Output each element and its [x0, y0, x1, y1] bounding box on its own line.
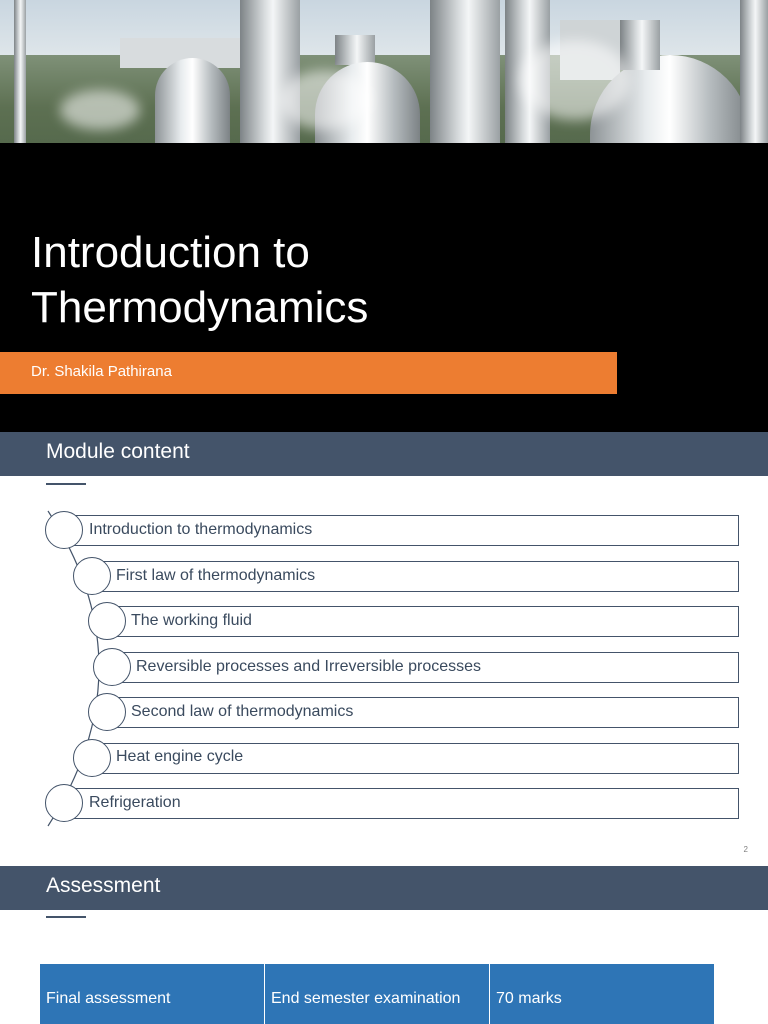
module-item: First law of thermodynamics — [116, 567, 316, 584]
slide-header-bar — [0, 866, 768, 910]
page-number: 2 — [743, 845, 748, 854]
author-name: Dr. Shakila Pathirana — [31, 363, 172, 380]
module-content-slide — [0, 432, 768, 866]
assessment-table — [40, 964, 714, 1024]
heading-underline — [46, 916, 86, 918]
assessment-slide — [0, 866, 768, 1024]
title-slide — [0, 0, 768, 432]
bullet-circle — [93, 648, 131, 686]
module-item: Refrigeration — [89, 794, 181, 811]
bullet-circle — [45, 784, 83, 822]
bullet-circle — [73, 739, 111, 777]
title-line-2: Thermodynamics — [31, 283, 369, 332]
table-cell: 70 marks — [496, 990, 562, 1007]
slide-heading: Assessment — [46, 874, 161, 897]
module-item: The working fluid — [131, 612, 252, 629]
title-line-1: Introduction to — [31, 228, 310, 277]
bullet-circle — [88, 602, 126, 640]
table-cell: Final assessment — [40, 964, 265, 1024]
bullet-circle — [73, 557, 111, 595]
industrial-plant-photo — [0, 0, 768, 143]
module-item: Heat engine cycle — [116, 748, 244, 765]
module-item: Second law of thermodynamics — [131, 703, 354, 720]
module-item: Reversible processes and Irreversible processes — [136, 658, 482, 675]
author-bar — [0, 352, 617, 394]
slide-heading: Module content — [46, 440, 190, 463]
bullet-circle — [88, 693, 126, 731]
table-cell: End semester examination — [265, 964, 490, 1024]
presentation-title — [31, 225, 591, 335]
module-item: Introduction to thermodynamics — [89, 521, 313, 538]
bullet-circle — [45, 511, 83, 549]
